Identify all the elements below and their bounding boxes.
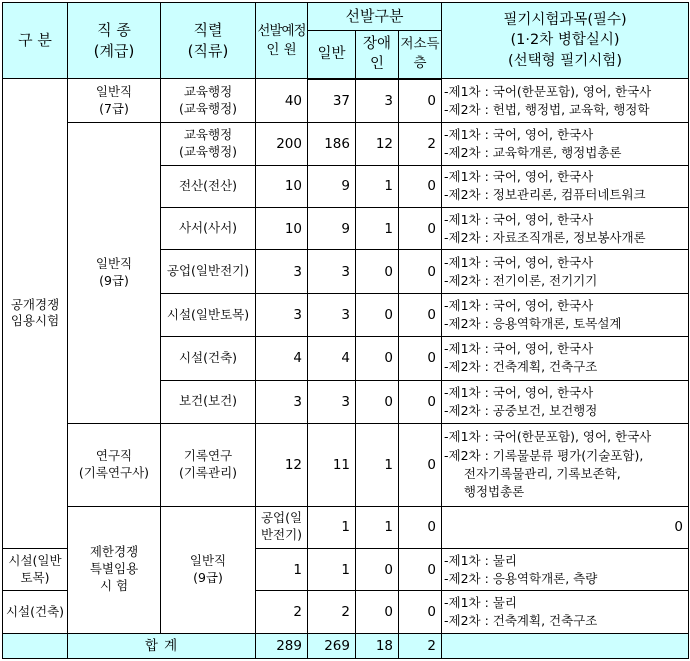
header-planned (256, 3, 308, 79)
series-cell: 기록연구 (기록관리) (161, 423, 256, 506)
series-cell: 보건(보건) (161, 380, 256, 423)
header-low-income (399, 31, 442, 79)
job-type-cell: 연구직 (기록연구사) (68, 423, 161, 506)
total-blank-cell (3, 633, 68, 658)
subjects-cell: -제1차 : 국어(한문포함), 영어, 한국사 -제2차 : 기록물분류 평가(기술포함), 전자기록물관리, 기록보존학, 행정법총론 (442, 423, 689, 506)
group-cell: 제한경쟁 특별임용 시 험 (68, 506, 161, 633)
table-row (3, 123, 689, 165)
subjects-cell: -제1차 : 물리 -제2차 : 건축계획, 건축구조 (442, 591, 689, 633)
disabled-cell: 0 (356, 591, 399, 633)
low-income-cell: 0 (399, 293, 442, 336)
subjects-cell: -제1차 : 국어, 영어, 한국사 -제2차 : 정보관리론, 컴퓨터네트워크 (442, 165, 689, 207)
planned-cell: 10 (256, 208, 308, 250)
planned-cell: 1 (256, 548, 308, 590)
table-row (3, 79, 689, 123)
subjects-cell: -제1차 : 국어, 영어, 한국사 -제2차 : 교육학개론, 행정법총론 (442, 123, 689, 165)
subjects-cell: -제1차 : 국어, 영어, 한국사 -제2차 : 자료조직개론, 정보봉사개론 (442, 208, 689, 250)
disabled-cell: 0 (356, 337, 399, 380)
disabled-cell: 0 (399, 506, 442, 548)
subjects-cell: -제1차 : 물리 -제2차 : 응용역학개론, 측량 (442, 548, 689, 590)
header-low-income-line2: 층 (413, 55, 427, 72)
header-category: 구 분 (3, 3, 68, 79)
series-cell: 공업(일반전기) (161, 250, 256, 293)
disabled-cell: 0 (356, 250, 399, 293)
general-cell: 2 (308, 591, 356, 633)
low-income-cell: 0 (399, 548, 442, 590)
planned-cell: 200 (256, 123, 308, 165)
planned-cell: 4 (256, 337, 308, 380)
disabled-cell: 3 (356, 79, 399, 123)
header-general: 일반 (308, 31, 356, 79)
header-job-series-line2: (직류) (187, 41, 229, 60)
total-row (3, 633, 689, 658)
header-planned-line2: 인 원 (266, 41, 297, 58)
total-subjects-blank (442, 633, 689, 658)
general-cell: 186 (308, 123, 356, 165)
header-subjects-line3: (선택형 필기시험) (508, 52, 622, 69)
low-income-cell: 0 (399, 380, 442, 423)
low-income-cell: 0 (399, 250, 442, 293)
disabled-cell: 1 (356, 423, 399, 506)
header-job-series (161, 3, 256, 79)
header-job-type (68, 3, 161, 79)
header-subjects (442, 3, 689, 79)
total-low-income: 2 (399, 633, 442, 658)
low-income-cell: 0 (399, 165, 442, 207)
disabled-cell: 1 (356, 165, 399, 207)
series-cell: 교육행정 (교육행정) (161, 79, 256, 123)
low-income-cell: 2 (399, 123, 442, 165)
low-income-cell: 0 (399, 79, 442, 123)
planned-cell: 1 (308, 506, 356, 548)
series-cell: 시설(일반토목) (3, 548, 68, 590)
planned-cell: 40 (256, 79, 308, 123)
low-income-cell: 0 (399, 337, 442, 380)
disabled-cell: 1 (356, 208, 399, 250)
header-subjects-line2: (1·2차 병합실시) (510, 32, 620, 49)
general-cell: 3 (308, 380, 356, 423)
planned-cell: 3 (256, 380, 308, 423)
disabled-cell: 0 (356, 380, 399, 423)
subjects-cell: -제1차 : 국어, 영어, 한국사 -제2차 : 건축계획, 건축구조 (442, 337, 689, 380)
header-disabled-line1: 장애 (362, 35, 391, 52)
total-disabled: 18 (356, 633, 399, 658)
low-income-cell: 0 (399, 423, 442, 506)
planned-cell: 2 (256, 591, 308, 633)
low-income-cell: 0 (399, 591, 442, 633)
header-job-type-line2: (계급) (93, 41, 135, 60)
series-cell: 시설(일반토목) (161, 293, 256, 336)
subjects-cell: -제1차 : 국어, 영어, 한국사 -제2차 : 공중보건, 보건행정 (442, 380, 689, 423)
job-type-cell: 일반직 (7급) (68, 79, 161, 123)
header-job-type-line1: 직 종 (97, 20, 131, 39)
series-cell: 사서(사서) (161, 208, 256, 250)
header-selection-type: 선발구분 (308, 3, 442, 31)
recruitment-table (2, 2, 689, 659)
total-label: 합 계 (68, 633, 256, 658)
series-cell: 공업(일반전기) (256, 506, 308, 548)
general-cell: 3 (308, 250, 356, 293)
header-planned-line1: 선발예정 (257, 22, 306, 39)
total-general: 269 (308, 633, 356, 658)
planned-cell: 12 (256, 423, 308, 506)
header-job-series-line1: 직렬 (193, 20, 223, 39)
general-cell: 9 (308, 165, 356, 207)
general-cell: 3 (308, 293, 356, 336)
subjects-cell: -제1차 : 국어(한문포함), 영어, 한국사 -제2차 : 헌법, 행정법, 교육학, 행정학 (442, 79, 689, 123)
low-income-cell: 0 (399, 208, 442, 250)
header-disabled-line2: 인 (369, 56, 384, 73)
header-subjects-line1: 필기시험과목(필수) (503, 12, 627, 29)
general-cell: 37 (308, 79, 356, 123)
series-cell: 시설(건축) (3, 591, 68, 633)
general-cell: 11 (308, 423, 356, 506)
group-cell: 공개경쟁 임용시험 (3, 79, 68, 549)
general-cell: 1 (308, 548, 356, 590)
subjects-cell: -제1차 : 국어, 영어, 한국사 -제2차 : 응용역학개론, 토목설계 (442, 293, 689, 336)
subjects-cell: -제1차 : 국어, 영어, 한국사 -제2차 : 전기이론, 전기기기 (442, 250, 689, 293)
low-income-cell: 0 (442, 506, 689, 548)
table-row (3, 423, 689, 506)
disabled-cell: 12 (356, 123, 399, 165)
general-cell: 9 (308, 208, 356, 250)
total-planned: 289 (256, 633, 308, 658)
series-cell: 교육행정 (교육행정) (161, 123, 256, 165)
job-type-cell: 일반직 (9급) (68, 123, 161, 424)
planned-cell: 3 (256, 250, 308, 293)
header-disabled (356, 31, 399, 79)
planned-cell: 3 (256, 293, 308, 336)
table-row (3, 506, 689, 548)
disabled-cell: 0 (356, 293, 399, 336)
header-low-income-line1: 저소득 (400, 36, 440, 53)
general-cell: 1 (356, 506, 399, 548)
series-cell: 시설(건축) (161, 337, 256, 380)
series-cell: 전산(전산) (161, 165, 256, 207)
disabled-cell: 0 (356, 548, 399, 590)
planned-cell: 10 (256, 165, 308, 207)
job-type-cell: 일반직 (9급) (161, 506, 256, 633)
general-cell: 4 (308, 337, 356, 380)
